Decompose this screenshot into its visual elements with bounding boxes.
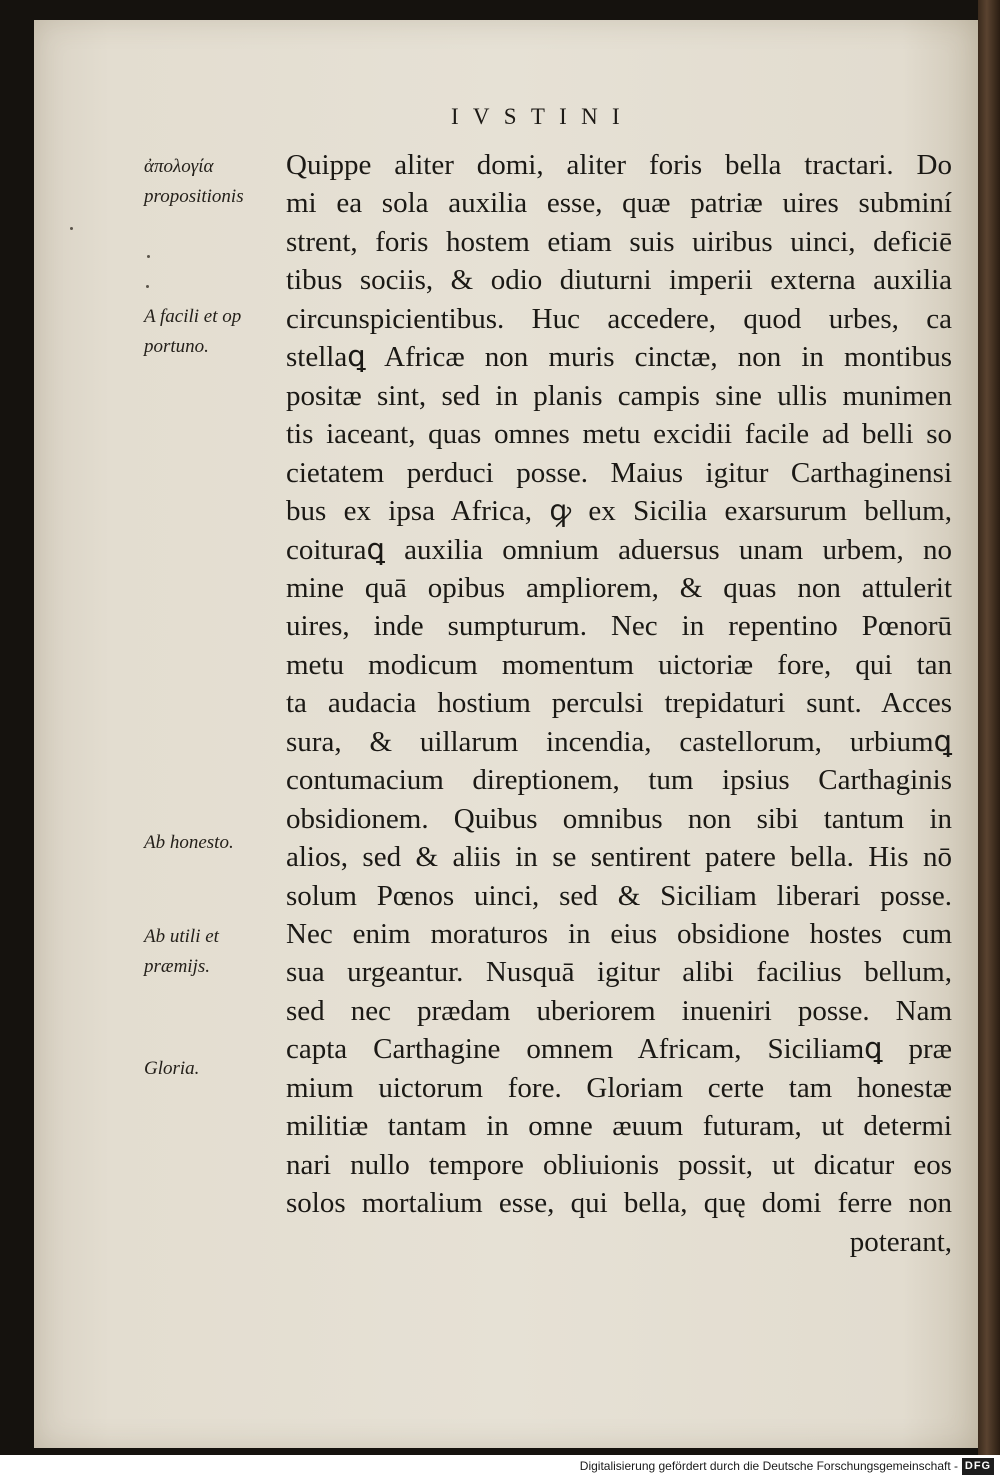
- text-line: cietatem perduci posse. Maius igitur Carthaginensi: [286, 456, 952, 489]
- margin-note: præmijs.: [144, 956, 210, 977]
- margin-note: Ab utili et: [144, 926, 219, 947]
- margin-note: ἀπολογία: [144, 156, 214, 177]
- text-line: ta audacia hostium perculsi trepidaturi sunt. Acces: [286, 687, 952, 720]
- text-line: poterant,: [849, 1225, 952, 1258]
- text-line: circunspicientibus. Huc accedere, quod urbes, ca: [286, 302, 952, 335]
- margin-note: Gloria.: [144, 1058, 200, 1079]
- text-line: solos mortalium esse, qui bella, quę domi ferre non: [286, 1187, 952, 1220]
- text-line: tis iaceant, quas omnes metu excidii facile ad belli so: [286, 418, 952, 451]
- ink-speck: [147, 255, 150, 258]
- text-line: bus ex ipsa Africa, ꝙ ex Sicilia exarsurum bellum,: [286, 495, 952, 528]
- text-line: mium uictorum fore. Gloriam certe tam honestæ: [286, 1071, 952, 1104]
- text-line: metu modicum momentum uictoriæ fore, qui tan: [286, 648, 952, 681]
- text-line: mi ea sola auxilia esse, quæ patriæ uires subminí: [286, 187, 952, 220]
- running-header: IVSTINI: [451, 104, 634, 129]
- margin-note: portuno.: [144, 336, 209, 357]
- digitization-footer: [0, 1455, 1000, 1480]
- text-line: nari nullo tempore obliuionis possit, ut dicatur eos: [286, 1148, 952, 1181]
- text-line: alios, sed & aliis in se sentirent patere bella. His nō: [286, 841, 952, 874]
- margin-note: propositionis: [144, 186, 244, 207]
- text-line: mine quā opibus ampliorem, & quas non attulerit: [286, 571, 952, 604]
- text-line: militiæ tantam in omne æuum futuram, ut determi: [286, 1110, 952, 1143]
- text-line: sed nec prædam uberiorem inueniri posse. Nam: [286, 994, 952, 1027]
- margin-note: A facili et op: [144, 306, 242, 327]
- text-line: Nec enim moraturos in eius obsidione hostes cum: [286, 918, 952, 950]
- text-line: coituraꝗ auxilia omnium aduersus unam urbem, no: [286, 533, 952, 566]
- text-line: sura, & uillarum incendia, castellorum, urbiumꝗ: [286, 725, 952, 758]
- book-page-edge: [978, 0, 1000, 1460]
- text-line: tibus sociis, & odio diuturni imperii externa auxilia: [286, 264, 952, 297]
- ink-speck: [70, 227, 73, 230]
- text-line: contumacium direptionem, tum ipsius Carthaginis: [286, 764, 952, 797]
- text-line: stellaꝗ Africæ non muris cinctæ, non in montibus: [286, 341, 952, 374]
- margin-note: Ab honesto.: [144, 832, 234, 853]
- ink-speck: [146, 285, 149, 288]
- footer-credit: Digitalisierung gefördert durch die Deutsche Forschungsgemeinschaft -: [579, 1459, 958, 1473]
- dfg-logo: DFG: [962, 1458, 994, 1475]
- text-line: uires, inde sumpturum. Nec in repentino Pœnorū: [286, 610, 952, 643]
- text-line: capta Carthagine omnem Africam, Siciliamꝗ præ: [286, 1033, 952, 1066]
- text-line: obsidionem. Quibus omnibus non sibi tantum in: [286, 802, 952, 835]
- text-line: strent, foris hostem etiam suis uiribus uinci, deficiē: [286, 225, 952, 258]
- text-line: sua urgeantur. Nusquā igitur alibi facilius bellum,: [286, 956, 952, 989]
- text-line: positæ sint, sed in planis campis sine ullis munimen: [286, 379, 952, 412]
- text-line: Quippe aliter domi, aliter foris bella tractari. Do: [286, 149, 952, 181]
- text-line: solum Pœnos uinci, sed & Siciliam liberari posse.: [286, 879, 952, 912]
